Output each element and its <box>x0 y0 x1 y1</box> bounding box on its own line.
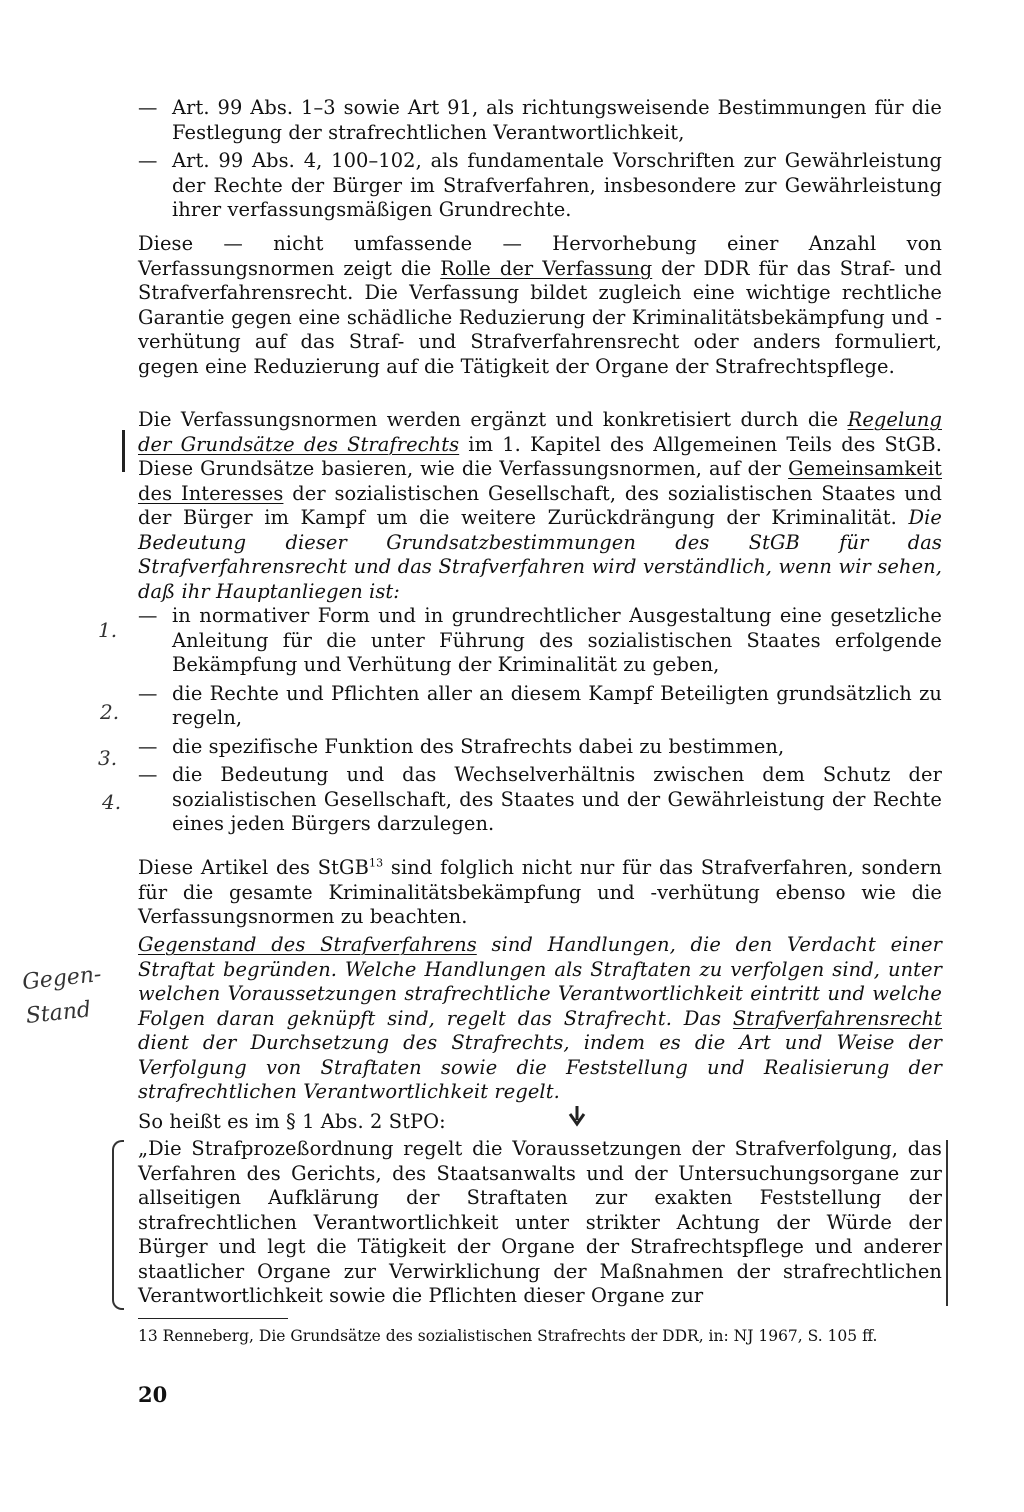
list-item-text: die spezifische Funktion des Strafrechts dabei zu bestimmen, <box>172 734 785 758</box>
list-item: — in normativer Form und in grundrechtlicher Ausgestaltung eine gesetzliche Anleitung für die unter Führung des sozialistischen Staates erfolgende Bekämpfung und Verhütung der Kriminalität zu geben, <box>138 604 942 676</box>
bullet-list-middle <box>138 604 942 837</box>
paragraph-grundsaetze: Die Verfassungsnormen werden ergänzt und konkretisiert durch die Regelung der Grundsätze des Strafrechts im 1. Kapitel des Allgemeinen Teils des StGB. Diese Grundsätze basieren, wie die Verfassungsnormen, auf der Gemeinsamkeit des Interesses der sozialistischen Gesellschaft, des sozialistischen Staates und der Bürger im Kampf um die weitere Zurückdrängung der Kriminalität. Die Bedeutung dieser Grundsatzbestimmungen des StGB für das Strafverfahrensrecht und das Strafverfahren wird verständlich, wenn wir sehen, daß ihr Hauptanliegen ist: <box>138 408 942 603</box>
margin-note-2: 2. <box>100 700 120 724</box>
list-item: — die Rechte und Pflichten aller an diesem Kampf Beteiligten grundsätzlich zu regeln, <box>138 681 942 729</box>
bullet-list-top <box>138 96 942 223</box>
quote-bracket-left <box>112 1140 124 1310</box>
list-item: — die Bedeutung und das Wechselverhältnis zwischen dem Schutz der sozialistischen Gesellschaft, des Staates und der Gewährleistung der Rechte eines jeden Bürgers darzulegen. <box>138 763 942 835</box>
list-item-text: in normativer Form und in grundrechtlicher Ausgestaltung eine gesetzliche Anleitung für die unter Führung des sozialistischen Staates erfolgende Bekämpfung und Verhütung der Kriminalität zu geben, <box>172 604 942 676</box>
footnote-divider <box>138 1318 288 1319</box>
list-item-text: Art. 99 Abs. 4, 100–102, als fundamentale Vorschriften zur Gewährleistung der Rechte der Bürger im Strafverfahren, insbesondere zur Gewährleistung ihrer verfassungsmäßigen Grundrechte. <box>172 149 942 221</box>
list-item: — Art. 99 Abs. 1–3 sowie Art 91, als richtungsweisende Bestimmungen für die Festlegung der strafrechtlichen Verantwortlichkeit, <box>138 96 942 144</box>
footnote-reference[interactable]: 13 <box>369 856 384 870</box>
list-item-text: die Rechte und Pflichten aller an diesem Kampf Beteiligten grundsätzlich zu regeln, <box>172 681 942 729</box>
margin-note-4: 4. <box>102 790 122 814</box>
paragraph-verfassung: Diese — nicht umfassende — Hervorhebung einer Anzahl von Verfassungsnormen zeigt die Rolle der Verfassung der DDR für das Straf- und Strafverfahrensrecht. Die Verfassung bildet zugleich eine wichtige rechtliche Garantie gegen eine schädliche Reduzierung der Kriminalitätsbekämpfung und -verhütung auf das Straf- und Strafverfahrensrecht oder anders formuliert, gegen eine Reduzierung auf die Tätigkeit der Organe der Strafrechtspflege. <box>138 232 942 378</box>
arrow-down-icon <box>566 1104 588 1128</box>
footnote: 13 Renneberg, Die Grundsätze des sozialistischen Strafrechts der DDR, in: NJ 1967, S. 105 ff. <box>138 1327 878 1345</box>
list-item-text: die Bedeutung und das Wechselverhältnis zwischen dem Schutz der sozialistischen Gesellschaft, des Staates und der Gewährleistung der Rechte eines jeden Bürgers darzulegen. <box>172 763 942 835</box>
paragraph-stpo-intro: So heißt es im § 1 Abs. 2 StPO: <box>138 1110 446 1133</box>
paragraph-artikel: Diese Artikel des StGB$^{13}$ sind folglich nicht nur für das Strafverfahren, sondern für die gesamte Kriminalitätsbekämpfung und -verhütung ebenso wie die Verfassungsnormen zu beachten. <box>138 856 942 928</box>
list-item: — die spezifische Funktion des Strafrechts dabei zu bestimmen, <box>138 735 942 760</box>
margin-note-1: 1. <box>98 618 118 642</box>
list-item: — Art. 99 Abs. 4, 100–102, als fundamentale Vorschriften zur Gewährleistung der Rechte der Bürger im Strafverfahren, insbesondere zur Gewährleistung ihrer verfassungsmäßigen Grundrechte. <box>138 149 942 221</box>
list-item-text: Art. 99 Abs. 1–3 sowie Art 91, als richtungsweisende Bestimmungen für die Festlegung der strafrechtlichen Verantwortlichkeit, <box>172 96 942 144</box>
quote-stpo: „Die Strafprozeßordnung regelt die Voraussetzungen der Strafverfolgung, das Verfahren des Gerichts, des Staatsanwalts und der Untersuchungsorgane zur allseitigen Aufklärung der Straftaten zur exakten Feststellung der strafrechtlichen Verantwortlichkeit unter strikter Achtung der Würde der Bürger und legt die Tätigkeit der Organe der Strafrechtspflege und anderer staatlicher Organe zur Verwirklichung der Maßnahmen der strafrechtlichen Verantwortlichkeit sowie die Pflichten dieser Organe zur <box>138 1137 942 1307</box>
paragraph-gegenstand: Gegenstand des Strafverfahrens sind Handlungen, die den Verdacht einer Straftat begründen. Welche Handlungen als Straftaten zu verfolgen sind, unter welchen Voraussetzungen strafrechtliche Verantwortlichkeit eintritt und welche Folgen daran geknüpft sind, regelt das Strafrecht. Das Strafverfahrensrecht dient der Durchsetzung des Strafrechts, indem es die Art und Weise der Verfolgung von Straftaten sowie die Feststellung und Realisierung der strafrechtlichen Verantwortlichkeit regelt. <box>138 933 942 1103</box>
margin-bar-left <box>122 430 125 472</box>
page-number: 20 <box>138 1382 168 1407</box>
margin-note-3: 3. <box>98 746 118 770</box>
quote-bracket-right <box>938 1140 948 1306</box>
margin-note-gegenstand: Gegen- Stand <box>21 962 103 1029</box>
